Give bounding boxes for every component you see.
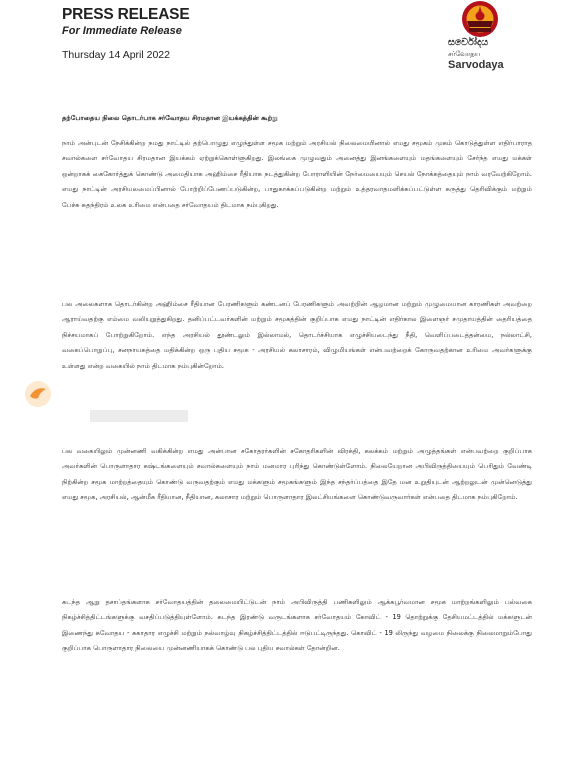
sarvodaya-emblem-icon [461, 0, 499, 38]
release-date: Thursday 14 April 2022 [62, 49, 170, 61]
watermark-smudge [90, 410, 188, 422]
logo-sinhala-name: சர்வோதய [448, 50, 481, 58]
document-title: PRESS RELEASE [62, 6, 190, 23]
paragraph-1: நாம் அன்புடன் நேசிக்கின்ற நமது நாட்டில் தற்பொழுது எழுந்துள்ள சமூக மற்றும் அரசியல் நிலைமையினால் எமது சமூகம் முகம் கொடுத்துள்ள எதிர்பாராத சவால்களை சர்வோதய சிரமதான இயக்கம் ஏற்றுக்கொள்ளுகிறது. இலங்கை முழுவதும் அனைத்து இனங்களையும் மதங்களையும் சேர்ந்த எமது மக்கள் ஒன்றாகக் கைகோர்த்துக் கொண்டு அமைதியாக அஹிம்சை ரீதியாக நடத்துகின்ற போராளியின் நேர்மையையும் செயல் நோக்கத்தையும் நாம் வரவேற்கிறோம். எமது நாட்டின் அரசியலமைப்பினால் போற்றிப்பேணப்படுகின்ற, பாதுகாக்கப்படுகின்ற மற்றும் உத்தரவாதமளிக்கப்பட்டுள்ள கருத்து தெரிவிக்கும் மற்றும் பேச்சு சுதந்திரம் உலக உரிமை என்பதை சர்வோதயம் திடமாக நம்புகிறது. [62, 139, 532, 209]
paragraph-3: பல வகையிலும் முன்னணி வகிக்கின்ற எமது அன்பான சகோதரர்களின் சகோதரிகளின் விரக்தி, கலக்கம் மற்றும் அழுத்தங்கள் என்பவற்றை குறிப்பாக அவர்களின் பொருளாதார கஷ்டங்களையும் சவால்களையும் நாம் மனமார புரிந்து கொண்டுள்ளோம். நிலையேறான அபிவிருத்தியையும் பெரிதும் வேண்டி நிற்கின்ற சமூக மாற்றத்தையும் கொண்டு வருவதற்கும் எமது மக்களும் சமூகங்களும் இந்த சந்தர்ப்பத்தை இதே மன உறுதியுடன் ஆற்றலுடன் முன்னெடுத்து எமது சமூக, அரசியல், ஆன்மீக ரீதியான, நீதியான, கலாசார மற்றும் பொருளாதார இலட்சியங்களை கொண்டுவருவார்கள் என்பதை திடமாக நம்புகிறோம். [62, 447, 532, 502]
sarvodaya-logo [448, 0, 528, 78]
paragraph-4: கடந்த ஆறு தசாப்தங்களாக சர்வோதயத்தின் தலைமையிட்டுடன் நாம் அபிவிருத்தி பணிகளிலும் ஆக்கபூர்வமான சமூக மாற்றங்களிலும் பல்வகை நிகழ்ச்சித்திட்டங்களுக்கு வசதிப்படுத்தியுள்ளோம். கடந்த இரண்டு வருடங்களாக சர்வோதயம் கோவிட் - 19 தொற்றுக்கு தேசியமட்டத்தில் மக்களுடன் இணைந்து சுவோதய - சுகாதார எழுச்சி மற்றும் நல்வாழ்வு நிகழ்ச்சித்திட்டத்தில் ஈடுபட்டிருந்தது. கொவிட் - 19 லிருந்து வழமை நிலைக்கு நிலைமாறும்போது குறிப்பாக பொருளாதார நிலையை முன்னணியாகக் கொண்டு பல புதிய சவால்கள் தோன்றின. [62, 598, 532, 653]
paragraph-2: பல அலைகளாக தொடர்கின்ற அஹிம்சை ரீதியான பேரணிகளும் கண்டனப் பேரணிகளும் அவற்றின் ஆழமான மற்றும் முழுமையான காரணிகள் அவற்றை ஆராய்வதற்கு எம்மை வலியுறுத்துகிறது. தனிப்பட்டவர்களின் மற்றும் சமூகத்தின் குறிப்பாக எமது நாட்டின் எதிர்கால இளைஞர் சமுதாயத்தின் தைரியத்தை நிச்சயமாகப் போற்றுகிறோம். எந்த அரசியல் தூண்டலும் இல்லாமல், தொடர்ச்சியாக எழுச்சியடைந்து நீதி, வெளிப்படைத்தன்மை, நல்லாட்சி, வகைப்பொறுப்பு, சனநாயகத்தை மதிக்கின்ற ஒரு புதிய சமூக - அரசியல் கலாசாரம், விழுமியங்கள் என்பவற்றைக் கோருவதற்கான உரிமை அவர்களுக்கு உள்ளது என்ற வகையில் நாம் திடமாக நம்புகின்றோம். [62, 300, 532, 370]
logo-tamil-name: සර්වෝදය [448, 37, 489, 48]
document-subtitle: For Immediate Release [62, 25, 182, 37]
statement-heading: தற்போதைய நிலை தொடர்பாக சர்வோதய சிரமதான இயக்கத்தின் கூற்று [62, 114, 278, 122]
logo-english-name: Sarvodaya [448, 59, 504, 71]
bird-watermark-icon [24, 380, 52, 408]
